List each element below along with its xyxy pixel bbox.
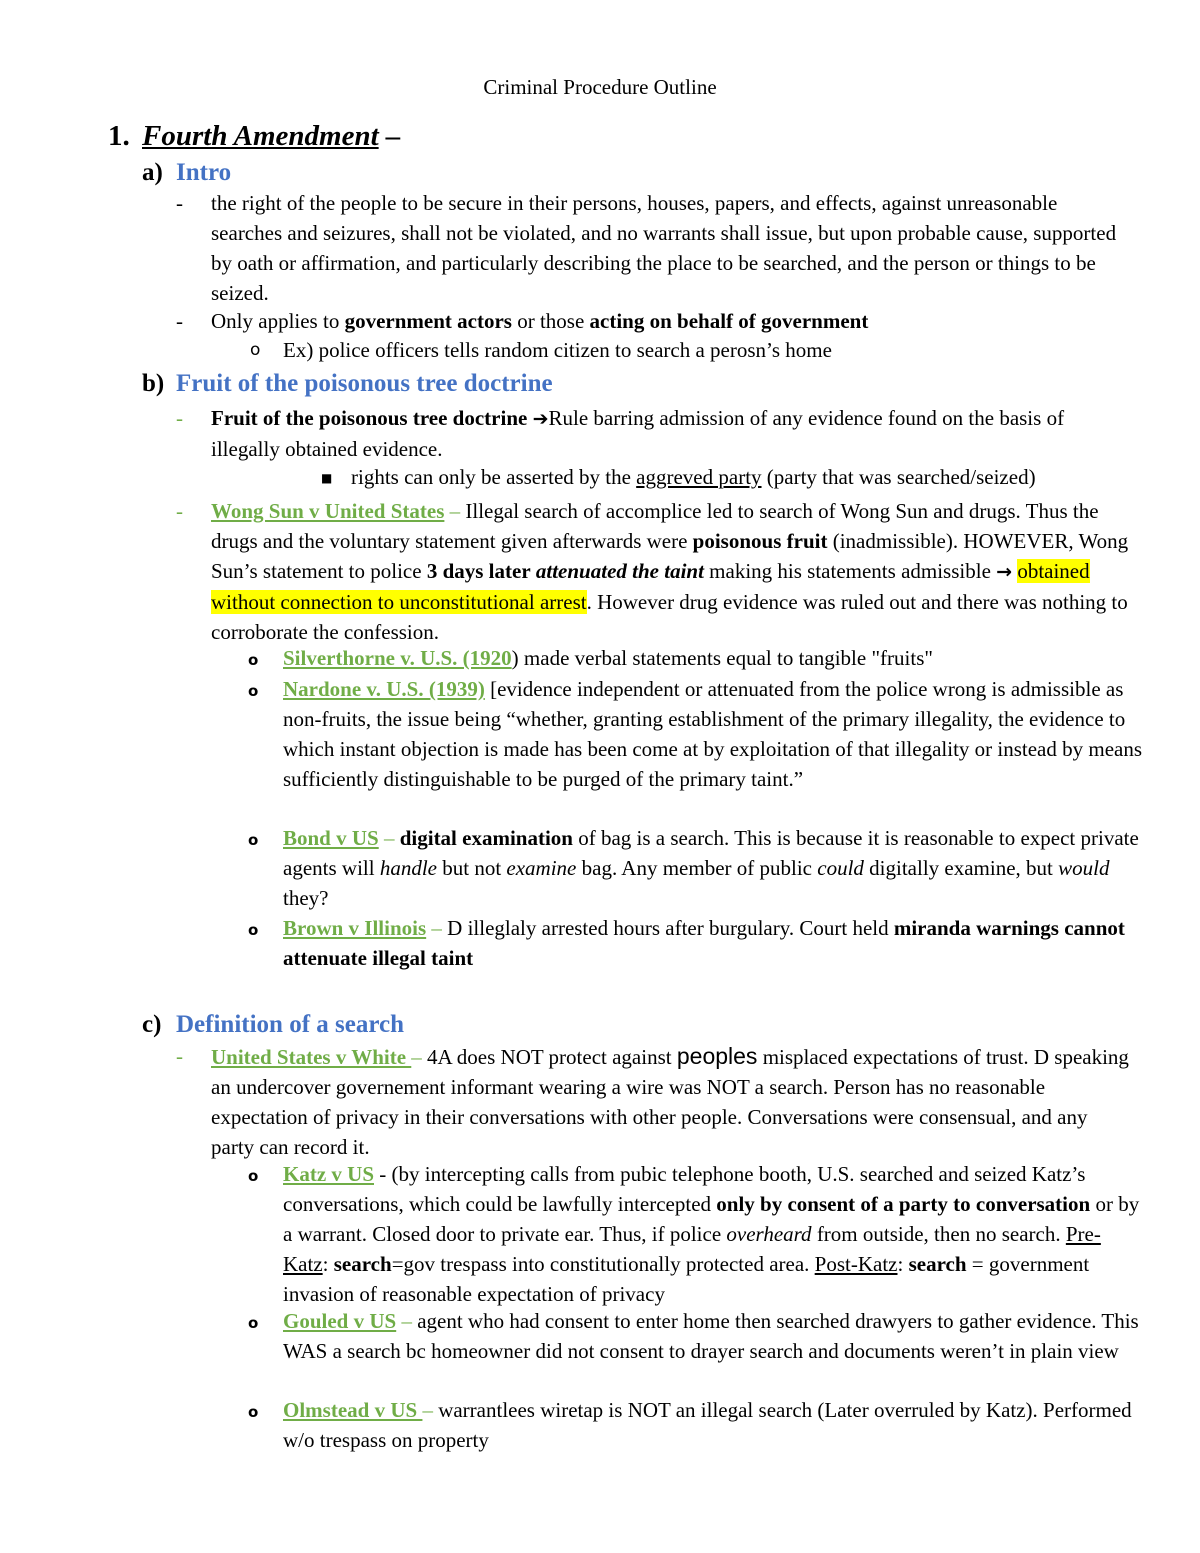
case-link-gouled[interactable]: Gouled v US <box>283 1309 397 1333</box>
circle-bullet: o <box>248 831 259 849</box>
circle-bullet: o <box>248 1314 259 1332</box>
section-letter: b) <box>142 370 165 397</box>
circle-bullet: o <box>250 340 261 360</box>
dash-marker: - <box>176 309 183 333</box>
case-wong-sun: Wong Sun v United States – Illegal search of accomplice led to search of Wong Sun and drugs. Thus the drugs and the voluntary statement given afterwards were poisonous fruit (inadmissible). HOWEVER, Wong Sun’s statement to police 3 days later attenuated the taint making his statements admissible → obtained without connection to unconstitutional arrest. However drug evidence was ruled out and there was nothing to corroborate the confession. <box>211 499 1129 644</box>
intro-example: Ex) police officers tells random citizen to search a perosn’s home <box>283 338 832 362</box>
case-brown: Brown v Illinois – D illeglaly arrested hours after burgulary. Court held miranda warnings cannot attenuate illegal taint <box>283 916 1125 970</box>
case-link-nardone[interactable]: Nardone v. U.S. (1939) <box>283 677 485 701</box>
fruit-aggrieved-party: rights can only be asserted by the aggreved party (party that was searched/seized) <box>351 465 1036 489</box>
section-title: Fruit of the poisonous tree doctrine <box>176 370 553 397</box>
case-link-wong-sun[interactable]: Wong Sun v United States <box>211 499 445 523</box>
circle-bullet: o <box>248 1403 259 1421</box>
case-link-olmstead[interactable]: Olmstead v US <box>283 1398 423 1422</box>
section-letter: a) <box>142 159 163 186</box>
arrow-icon: → <box>996 561 1013 583</box>
case-united-states-v-white: United States v White – 4A does NOT protect against peoples misplaced expectations of trust. D speaking an undercover governement informant wearing a wire was NOT a search. Person has no reasonable expectation of privacy in their conversations with other people. Conversations were consensual, and any party can record it. <box>211 1043 1129 1159</box>
case-link-katz[interactable]: Katz v US <box>283 1162 374 1186</box>
section-c-heading <box>142 1009 404 1041</box>
circle-bullet: o <box>248 682 259 700</box>
case-link-silverthorne[interactable]: Silverthorne v. U.S. (1920 <box>283 646 512 670</box>
heading-dash: – <box>378 120 401 152</box>
section-title: Definition of a search <box>176 1011 404 1038</box>
heading-text: Fourth Amendment <box>142 120 379 152</box>
intro-government-actors: Only applies to government actors or those acting on behalf of government <box>211 309 869 333</box>
case-link-brown[interactable]: Brown v Illinois <box>283 916 427 940</box>
intro-amendment-text: the right of the people to be secure in their persons, houses, papers, and effects, against unreasonable searches and seizures, shall not be violated, and no warrants shall issue, but upon probable cause, supported by oath or affirmation, and particularly describing the place to be searched, and the person or things to be seized. <box>211 191 1117 305</box>
section-letter: c) <box>142 1011 162 1038</box>
case-link-bond[interactable]: Bond v US <box>283 826 379 850</box>
dash-marker: - <box>176 406 183 430</box>
section-title: Intro <box>176 159 232 186</box>
circle-bullet: o <box>248 921 259 939</box>
case-silverthorne: Silverthorne v. U.S. (1920) made verbal statements equal to tangible "fruits" <box>283 646 933 670</box>
circle-bullet: o <box>248 1167 259 1185</box>
section-b-heading <box>142 368 553 400</box>
case-nardone: Nardone v. U.S. (1939) [evidence independent or attenuated from the police wrong is admissible as non-fruits, the issue being “whether, granting establishment of the primary illegality, the evidence to which instant objection is made has been come at by exploitation of that illegality or instead by means sufficiently distinguishable to be purged of the primary taint.” <box>283 677 1143 791</box>
dash-marker: - <box>176 499 183 523</box>
dash-marker: - <box>176 1044 183 1068</box>
section-a-heading <box>142 157 231 189</box>
case-katz: Katz v US - (by intercepting calls from pubic telephone booth, U.S. searched and seized Katz’s conversations, which could be lawfully intercepted only by consent of a party to conversation or by a warrant. Closed door to private ear. Thus, if police overheard from outside, then no search. Pre-Katz: search=gov trespass into constitutionally protected area. Post-Katz: search = government invasion of reasonable expectation of privacy <box>283 1162 1140 1306</box>
arrow-icon: ➔ <box>532 408 549 430</box>
circle-bullet: o <box>248 651 259 669</box>
highlighted-text: obtained without connection to unconstitutional arrest <box>211 559 1090 614</box>
heading-fourth-amendment <box>108 116 400 156</box>
case-bond: Bond v US – digital examination of bag is a search. This is because it is reasonable to expect private agents will handle but not examine bag. Any member of public could digitally examine, but would they? <box>283 826 1139 910</box>
square-bullet: ■ <box>321 471 333 485</box>
case-olmstead: Olmstead v US – warrantlees wiretap is NOT an illegal search (Later overruled by Katz). Performed w/o trespass on property <box>283 1398 1132 1452</box>
fruit-definition: Fruit of the poisonous tree doctrine ➔Rule barring admission of any evidence found on the basis of illegally obtained evidence. <box>211 406 1065 461</box>
document-title: Criminal Procedure Outline <box>483 75 717 99</box>
case-link-white[interactable]: United States v White <box>211 1045 412 1069</box>
heading-number: 1. <box>108 120 130 152</box>
case-gouled: Gouled v US – agent who had consent to enter home then searched drawyers to gather evidence. This WAS a search bc homeowner did not consent to drayer search and documents weren’t in plain view <box>283 1309 1139 1363</box>
dash-marker: - <box>176 191 183 215</box>
